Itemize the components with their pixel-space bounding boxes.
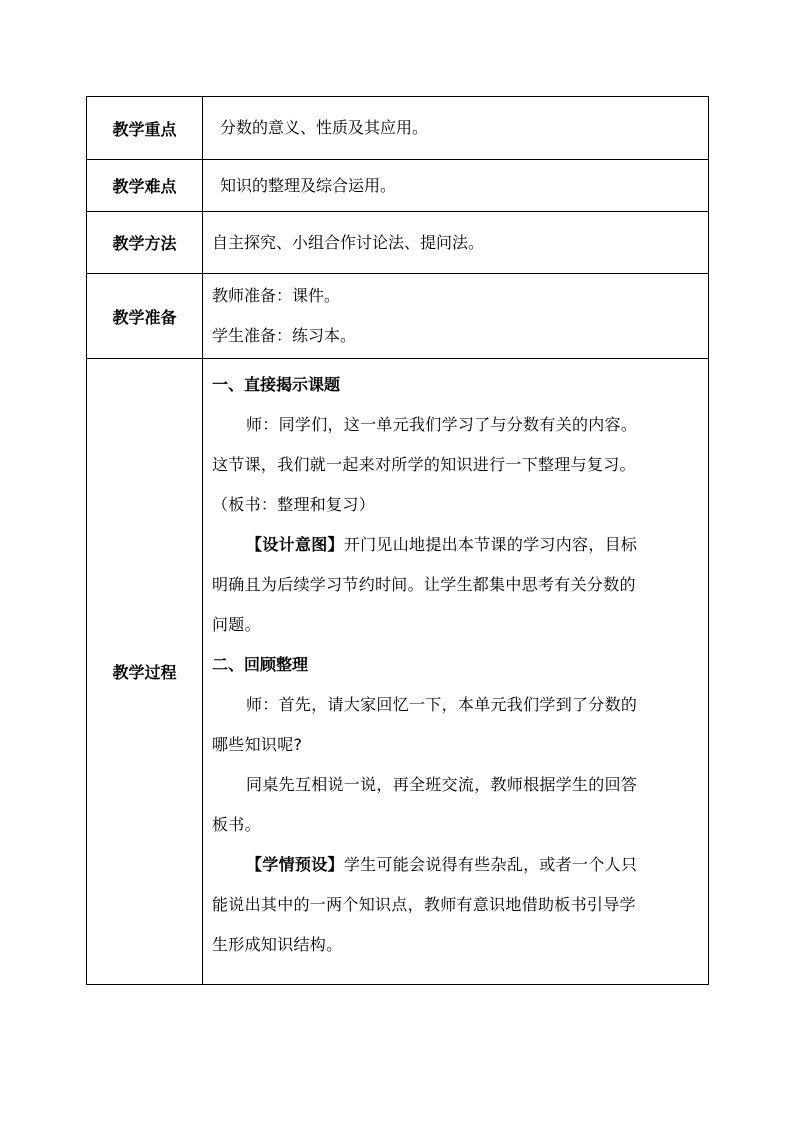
preset-text1: 学生可能会说得有些杂乱，或者一个人只 bbox=[343, 855, 638, 874]
methods-text: 自主探究、小组合作讨论法、提问法。 bbox=[212, 232, 485, 252]
key-points-text: 分数的意义、性质及其应用。 bbox=[220, 118, 429, 137]
section2-title: 二、回顾整理 bbox=[212, 655, 309, 674]
s1-line1: 师：同学们，这一单元我们学习了与分数有关的内容。 bbox=[246, 415, 638, 434]
preset-line1 bbox=[212, 845, 700, 885]
preparation-label: 教学准备 bbox=[87, 274, 203, 359]
lesson-plan-table bbox=[86, 96, 709, 985]
key-points-label: 教学重点 bbox=[87, 97, 203, 160]
row-key-points bbox=[87, 97, 709, 160]
s1-line3: （板书：整理和复习） bbox=[212, 495, 376, 514]
key-points-cell bbox=[203, 97, 709, 160]
process-cell bbox=[203, 359, 709, 985]
process-label: 教学过程 bbox=[87, 359, 203, 985]
preparation-cell bbox=[203, 274, 709, 359]
s1-line2: 这节课，我们就一起来对所学的知识进行一下整理与复习。 bbox=[212, 455, 636, 474]
design-intent-text1: 开门见山地提出本节课的学习内容，目标 bbox=[343, 535, 638, 554]
section1-title: 一、直接揭示课题 bbox=[212, 375, 341, 394]
design-intent-line3: 问题。 bbox=[212, 615, 261, 634]
row-difficulties bbox=[87, 160, 709, 212]
s2-line1: 师：首先，请大家回忆一下，本单元我们学到了分数的 bbox=[246, 695, 638, 714]
row-methods bbox=[87, 212, 709, 274]
s2-line3: 同桌先互相说一说，再全班交流，教师根据学生的回答 bbox=[246, 775, 638, 794]
s2-line2: 哪些知识呢? bbox=[212, 735, 303, 754]
preset-line2: 能说出其中的一两个知识点，教师有意识地借助板书引导学 bbox=[212, 895, 636, 914]
methods-label: 教学方法 bbox=[87, 212, 203, 274]
row-process bbox=[87, 359, 709, 985]
preset-line3: 生形成知识结构。 bbox=[212, 935, 343, 954]
design-intent-line2: 明确且为后续学习节约时间。让学生都集中思考有关分数的 bbox=[212, 575, 636, 594]
teacher-preparation: 教师准备：课件。 bbox=[212, 286, 341, 305]
design-intent-tag: 【设计意图】 bbox=[246, 535, 344, 554]
methods-cell bbox=[203, 212, 709, 274]
s2-line4: 板书。 bbox=[212, 815, 261, 834]
row-preparation bbox=[87, 274, 709, 359]
student-preparation: 学生准备：练习本。 bbox=[212, 326, 357, 345]
difficulties-label: 教学难点 bbox=[87, 160, 203, 212]
difficulties-cell bbox=[203, 160, 709, 212]
difficulties-text: 知识的整理及综合运用。 bbox=[220, 175, 397, 195]
preset-tag: 【学情预设】 bbox=[246, 855, 344, 874]
design-intent-line1 bbox=[212, 525, 700, 565]
